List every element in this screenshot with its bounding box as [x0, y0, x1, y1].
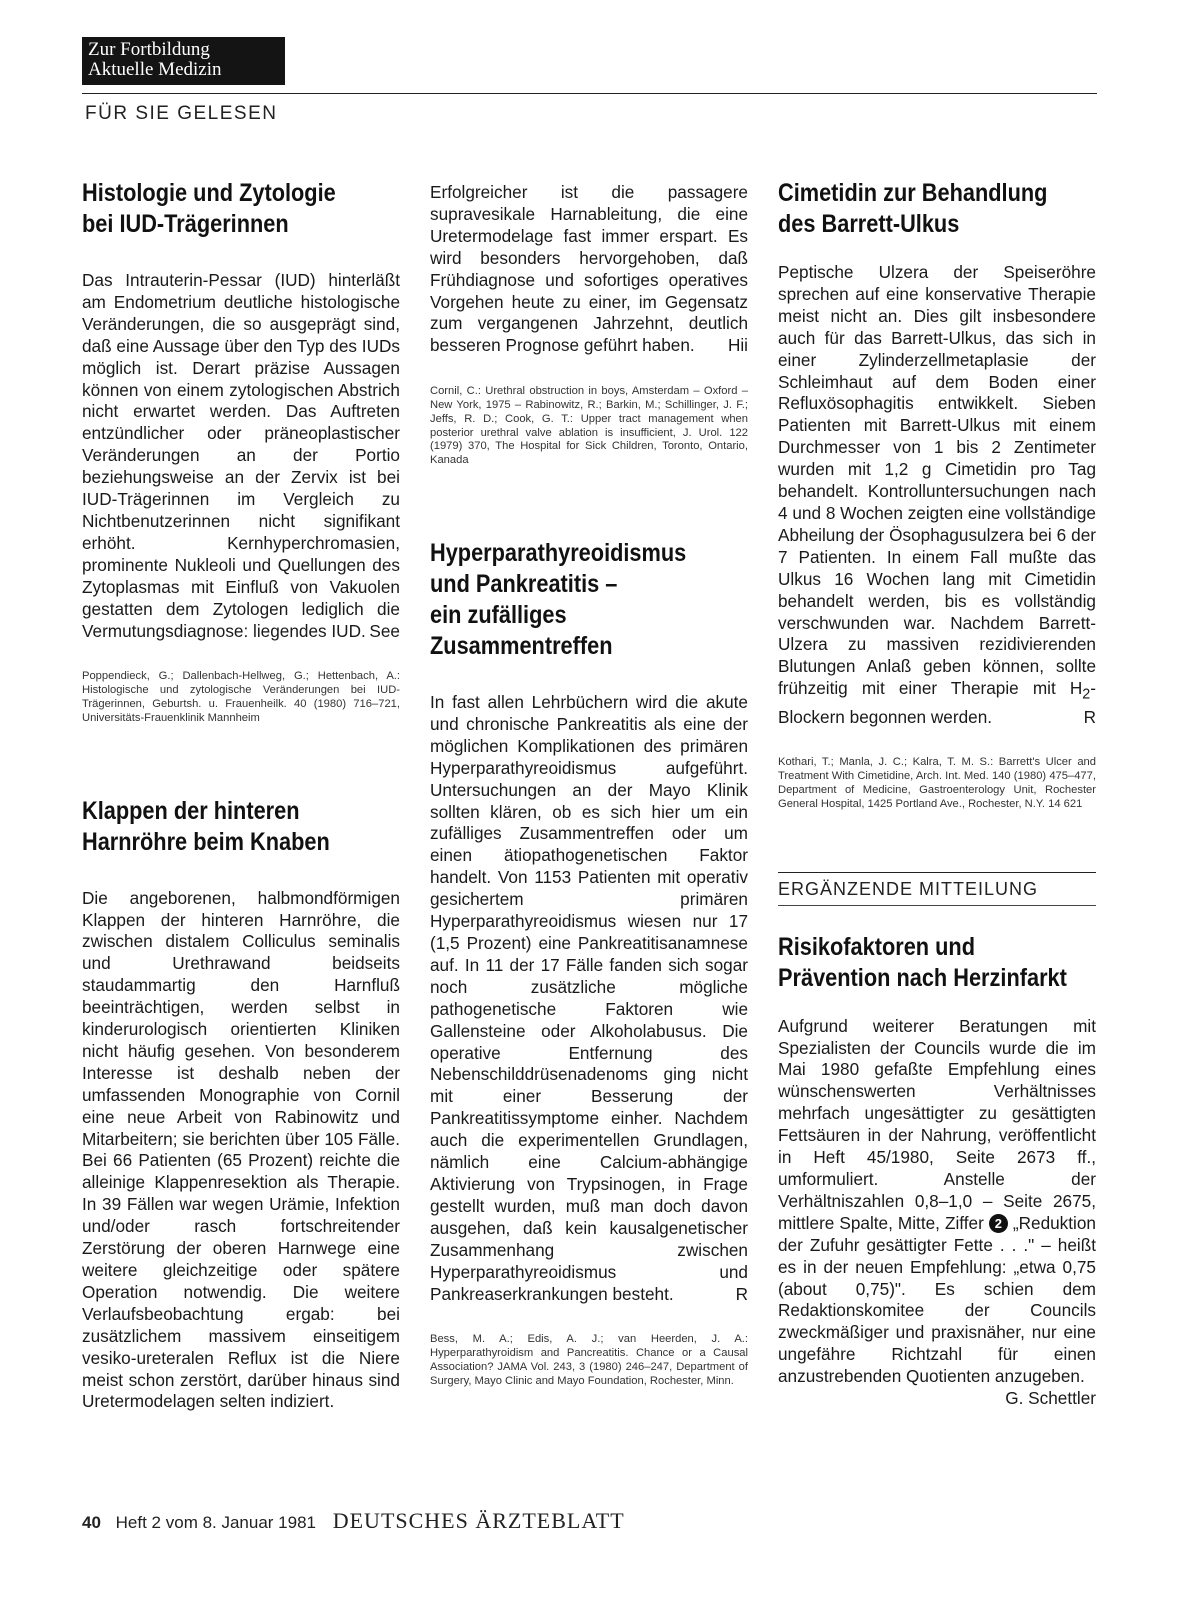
article-title: Hyperparathyreoidismus und Pankreatitis – ein zufälliges Zusammentreffen [430, 539, 687, 661]
section-rule [778, 872, 1096, 873]
article-reference: Bess, M. A.; Edis, A. J.; van Heerden, J. A.: Hyperparathyroidism and Pancreatitis. Chance or a Causal Association? JAMA Vol. 243, 3 (1980) 246–247, Department of Surgery, Mayo Clinic and Mayo Foundation, Rochester, Minn. [430, 1333, 748, 1387]
page-number: 40 [82, 1513, 101, 1532]
top-rule [82, 93, 1097, 94]
article-herzinfarkt [778, 932, 1096, 1409]
column-1 [82, 178, 400, 1413]
article-hyperparathyreoidismus [430, 538, 748, 1389]
issue-info: Heft 2 vom 8. Januar 1981 [115, 1513, 316, 1532]
article-body-continued: Erfolgreicher ist die passagere supravesikale Harnableitung, die eine Uretermodelage fast immer erspart. Es wird besonders hervorgehoben, daß Frühdiagnose und sofortiges operatives Vorgehen heute zu einer, im Gegensatz zum vergangenen Jahrzehnt, deutlich besseren Prognose geführt haben. Hii [430, 182, 748, 356]
spacer [82, 726, 400, 796]
article-signature: See [369, 620, 400, 641]
article-body: Aufgrund weiterer Beratungen mit Spezialisten der Councils wurde die im Mai 1980 gefaßte Empfehlung eines wünschenswerten Verhältnisses mehrfach ungesättigter zu gesättigten Fettsäuren in der Nahrung, veröffentlicht in Heft 45/1980, Seite 2673 ff., umformuliert. Anstelle der Verhältniszahlen 0,8–1,0 – Seite 2675, mittlere Spalte, Mitte, Ziffer 2 „Reduktion der Zufuhr gesättigter Fette . . ." – heißt es in der neuen Empfehlung: „etwa 0,75 (about 0,75)". Es schien dem Redaktionskomitee der Councils zweckmäßiger und praxisnäher, nur eine ungefähre Richtzahl für einen anzustrebenden Quotienten anzugeben. G. Schettler [778, 1015, 1096, 1409]
article-signature: R [1083, 706, 1096, 727]
article-reference: Cornil, C.: Urethral obstruction in boys, Amsterdam – Oxford – New York, 1975 – Rabinowitz, R.; Barkin, M.; Schillinger, J. F.; Jeffs, R. D.; Cook, G. T.: Upper tract management when posterior urethral valve ablation is insufficient, J. Urol. 122 (1979) 370, The Hospital for Sick Children, Toronto, Ontario, Kanada [430, 385, 748, 467]
article-signature: R [735, 1283, 748, 1304]
article-iud [82, 178, 400, 726]
article-body: Peptische Ulzera der Speiseröhre sprechen auf eine konservative Therapie meist nicht an. Dies gilt insbesondere auch für das Barrett-Ulkus, das sich in einer Zylinderzellmetaplasie der Schleimhaut auf dem Boden einer Refluxösophagitis entwikkelt. Sieben Patienten mit Barrett-Ulkus mit einem Durchmesser von 1 bis 2 Zentimeter wurden mit 1,2 g Cimetidin pro Tag behandelt. Kontrolluntersuchungen nach 4 und 8 Wochen zeigten eine vollständige Abheilung der Ösophagusulzera bei 6 der 7 Patienten. In einem Fall mußte das Ulkus 16 Wochen lang mit Cimetidin behandelt werden, bis es vollständig verschwunden war. Nachdem Barrett-Ulzera zu massiven rezidivierenden Blutungen Anlaß geben können, sollte frühzeitig mit einer Therapie mit $H_2$-Blockern begonnen werden. R [778, 262, 1096, 727]
rubric-label: FÜR SIE GELESEN [85, 103, 278, 124]
article-body: In fast allen Lehrbüchern wird die akute und chronische Pankreatitis als eine der möglichen Komplikationen des primären Hyperparathyreoidismus aufgeführt. Untersuchungen an der Mayo Klinik sollten klären, ob es sich hier um ein zufälliges Zusammentreffen oder um einen ätiopathogenetischen Faktor handelt. Von 1153 Patienten mit operativ gesichertem primären Hyperparathyreoidismus wiesen nur 17 (1,5 Prozent) eine Pankreatitisanamnese auf. In 11 der 17 Fälle fanden sich sogar noch zusätzliche mögliche pathogenetische Faktoren wie Gallensteine oder Alkoholabusus. Die operative Entfernung des Nebenschilddrüsenadenoms ging nicht mit einer Besserung der Pankreatitissymptome einher. Nachdem auch die experimentellen Grundlagen, nämlich eine Calcium-abhängige Aktivierung von Trypsinogen, in Frage gestellt wurden, muß man doch davon ausgehen, daß kein kausalgenetischer Zusammenhang zwischen Hyperparathyreoidismus und Pankreaserkrankungen besteht. R [430, 692, 748, 1304]
article-title: Klappen der hinteren Harnröhre beim Knaben [82, 796, 330, 856]
article-signature: G. Schettler [1005, 1388, 1096, 1409]
section-badge [82, 37, 285, 85]
article-harnroehre [82, 796, 400, 1414]
page-footer [82, 1508, 625, 1534]
article-signature: Hii [727, 335, 748, 356]
badge-line-2: Aktuelle Medizin [88, 59, 222, 80]
badge-line-1: Zur Fortbildung [88, 39, 210, 60]
article-reference: Kothari, T.; Manla, J. C.; Kalra, T. M. S.: Barrett's Ulcer and Treatment With Cimetidine, Arch. Int. Med. 140 (1980) 475–477, Department of Medicine, Gastroenterology Unit, Rochester General Hospital, 1425 Portland Ave., Rochester, N.Y. 14 621 [778, 756, 1096, 810]
journal-name: DEUTSCHES ÄRZTEBLATT [332, 1508, 625, 1533]
article-body: Die angeborenen, halbmondförmigen Klappen der hinteren Harnröhre, die zwischen distalem Colliculus seminalis und Urethrawand beidseits staudammartig den Harnfluß beeinträchtigen, werden selbst in kinderurologisch orientierten Kliniken nicht häufig gesehen. Von besonderem Interesse ist deshalb neben der umfassenden Monographie von Cornil eine neue Arbeit von Rabinowitz und Mitarbeitern; sie berichten über 105 Fälle. Bei 66 Patienten (65 Prozent) reichte die alleinige Klappenresektion als Therapie. In 39 Fällen war wegen Urämie, Infektion und/oder rasch fortschreitender Zerstörung der oberen Harnwege eine weitere gleichzeitige oder spätere Operation notwendig. Die weitere Verlaufsbeobachtung ergab: bei zusätzlichem massivem einseitigem vesiko-ureteralen Reflux ist die Niere meist schon zerstört, darüber hinaus sind Uretermodelagen selten indiziert. [82, 887, 400, 1412]
article-title: Cimetidin zur Behandlung des Barrett-Ulkus [778, 179, 1048, 238]
section-label: ERGÄNZENDE MITTEILUNG [778, 879, 1096, 906]
article-title: Histologie und Zytologie bei IUD-Trägerinnen [82, 179, 336, 238]
article-body: Das Intrauterin-Pessar (IUD) hinterläßt am Endometrium deutliche histologische Veränderungen, die so ausgeprägt sind, daß eine Aussage über den Typ des IUDs möglich ist. Derart präzise Aussagen können von einem zytologischen Abstrich nicht erwartet werden. Das Auftreten entzündlicher oder präneoplastischer Veränderungen an der Portio beziehungsweise an der Zervix ist bei IUD-Trägerinnen im Vergleich zu Nichtbenutzerinnen nicht signifikant erhöht. Kernhyperchromasien, prominente Nukleoli und Quellungen des Zytoplasmas mit Einfluß von Vakuolen gestatten dem Zytologen lediglich die Vermutungsdiagnose: liegendes IUD. See [82, 270, 400, 641]
circled-number: 2 [989, 1214, 1008, 1233]
subscript: 2 [1082, 686, 1091, 703]
column-3 [778, 178, 1096, 1410]
spacer [430, 468, 748, 538]
article-reference: Poppendieck, G.; Dallenbach-Hellweg, G.; Hettenbach, A.: Histologische und zytologische Veränderungen bei IUD-Trägerinnen, Geburtsh. u. Frauenheilk. 40 (1980) 716–721, Universitäts-Frauenklinik Mannheim [82, 670, 400, 724]
column-2 [430, 182, 748, 1389]
article-title: Risikofaktoren und Prävention nach Herzinfarkt [778, 932, 1067, 992]
article-cimetidin [778, 178, 1096, 812]
